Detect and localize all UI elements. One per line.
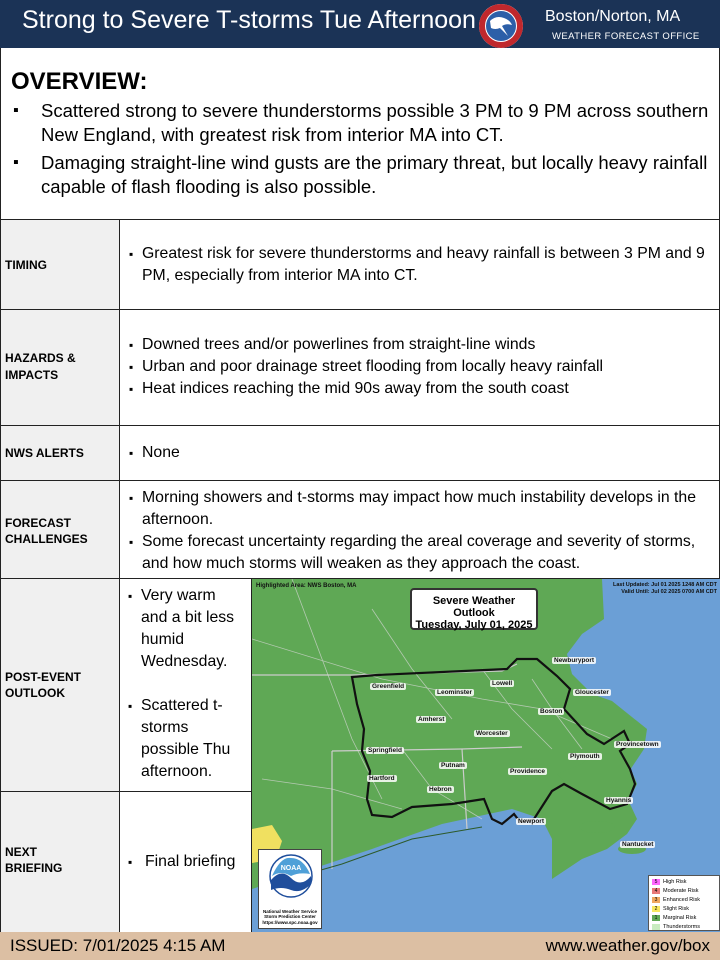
city-label: Greenfield [372,683,405,690]
row-label: BRIEFING [5,861,63,875]
page-title: Strong to Severe T-storms Tue Afternoon [22,6,476,34]
overview-title: OVERVIEW: [11,68,148,95]
map-title: Severe Weather Outlook [432,595,516,619]
next-briefing-bullet: ▪ Final briefing [128,851,246,873]
city-label: Gloucester [575,689,609,696]
map-title-box [410,588,538,630]
city-label: Hyannis [606,797,632,804]
city-label: Springfield [368,747,402,754]
hazards-bullet: ▪ Heat indices reaching the mid 90s away from the south coast [129,378,711,400]
noaa-caption [261,909,319,926]
timing-content [121,220,719,309]
overview-bullet: ▪ Damaging straight-line wind gusts are the primary threat, but locally heavy rainfall capable of flash flooding is also possible. [11,151,711,199]
severe-weather-outlook-map [251,579,720,932]
city-label: Putnam [441,762,465,769]
noaa-caption-line: https://www.spc.noaa.gov [262,919,318,925]
next-briefing-content [120,792,251,932]
post-event-label-cell [0,579,120,792]
row-label: OUTLOOK [5,686,65,700]
post-event-content [120,579,251,792]
risk-legend [648,875,720,931]
map-timestamps [613,582,717,596]
legend-swatch [652,924,660,930]
legend-label: Thunderstorms [663,924,700,930]
challenges-row [0,481,720,579]
row-label: FORECAST [5,516,71,530]
hazards-row [0,310,720,426]
city-label: Lowell [492,680,513,687]
legend-swatch: 3 [652,897,660,903]
city-label: Amherst [418,716,445,723]
city-label: Hebron [429,786,452,793]
state-line [332,747,522,751]
post-event-bullet: ▪ Scattered t-storms possible Thu afternoon. [128,695,246,783]
legend-entry [652,914,716,923]
challenges-bullet: ▪ Morning showers and t-storms may impact how much instability develops in the afternoon. [129,487,711,531]
city-label: Plymouth [570,753,600,760]
legend-entry [652,887,716,896]
post-event-bullet: ▪ Very warm and a bit less humid Wednesday. [128,585,246,673]
alerts-bullet: ▪ None [129,442,711,464]
legend-label: Slight Risk [663,906,689,912]
legend-entry [652,905,716,914]
nws-logo-icon [478,3,524,49]
overview-list [11,99,711,203]
city-label: Provincetown [616,741,659,748]
noaa-logo-icon [259,850,323,900]
city-label: Hartford [369,775,395,782]
legend-label: Moderate Risk [663,888,699,894]
city-label: Newport [518,818,544,825]
website-link[interactable]: www.weather.gov/box [545,936,710,955]
timing-row [0,220,720,310]
alerts-label-cell [1,426,120,480]
noaa-spc-logo-box [258,849,322,929]
city-label: Leominster [437,689,473,696]
legend-swatch: 1 [652,915,660,921]
city-label: Boston [540,708,563,715]
legend-entry [652,923,716,932]
legend-swatch: 5 [652,879,660,885]
legend-label: High Risk [663,879,687,885]
overview-bullet: ▪ Scattered strong to severe thunderstorms possible 3 PM to 9 PM across southern New England, with greatest risk from interior MA into CT. [11,99,711,147]
valid-until-text: Valid Until: Jul 02 2025 0700 AM CDT [621,589,717,595]
issued-timestamp: ISSUED: 7/01/2025 4:15 AM [10,936,226,955]
alerts-row [0,426,720,481]
hazards-label-cell [1,310,120,425]
row-label: NWS ALERTS [5,446,84,460]
office-subtitle: WEATHER FORECAST OFFICE [552,31,700,42]
challenges-bullet: ▪ Some forecast uncertainty regarding the areal coverage and severity of storms, and how much storms will weaken as they approach the coast. [129,531,711,575]
hazards-content [121,310,719,425]
timing-label-cell [1,220,120,309]
legend-swatch: 2 [652,906,660,912]
state-line [462,749,467,829]
row-label: CHALLENGES [5,532,88,546]
highlighted-area-text: Highlighted Area: NWS Boston, MA [256,583,357,589]
legend-label: Enhanced Risk [663,897,700,903]
office-name: Boston/Norton, MA [545,8,681,25]
challenges-label-cell [1,481,120,578]
city-label: Providence [510,768,546,775]
overview-section [0,48,720,220]
noaa-caption-line: Storm Prediction Center [264,914,316,919]
row-label: HAZARDS & [5,351,76,365]
header-bar [0,0,720,48]
timing-bullet: ▪ Greatest risk for severe thunderstorms and heavy rainfall is between 3 PM and 9 PM, especially from interior MA into CT. [129,243,711,287]
row-label: IMPACTS [5,368,59,382]
noaa-logo-text: NOAA [280,865,302,872]
legend-entry [652,878,716,887]
legend-label: Marginal Risk [663,915,697,921]
legend-entry [652,896,716,905]
city-label: Nantucket [622,841,654,848]
city-label: Worcester [476,730,508,737]
hazards-bullet: ▪ Downed trees and/or powerlines from straight-line winds [129,334,711,356]
last-updated-text: Last Updated: Jul 01 2025 1248 AM CDT [612,582,717,588]
map-date: Tuesday, July 01, 2025 [415,619,533,631]
challenges-content [121,481,719,578]
hazards-bullet: ▪ Urban and poor drainage street flooding from locally heavy rainfall [129,356,711,378]
next-briefing-label-cell [0,792,120,932]
row-label: NEXT [5,845,38,859]
marthas-vineyard [579,821,615,833]
city-label: Newburyport [554,657,595,664]
alerts-content [121,426,719,480]
footer-bar [0,932,720,960]
noaa-caption-line: National Weather Service [263,908,317,914]
row-label: POST-EVENT [5,670,82,684]
row-label: TIMING [5,258,47,272]
legend-swatch: 4 [652,888,660,894]
